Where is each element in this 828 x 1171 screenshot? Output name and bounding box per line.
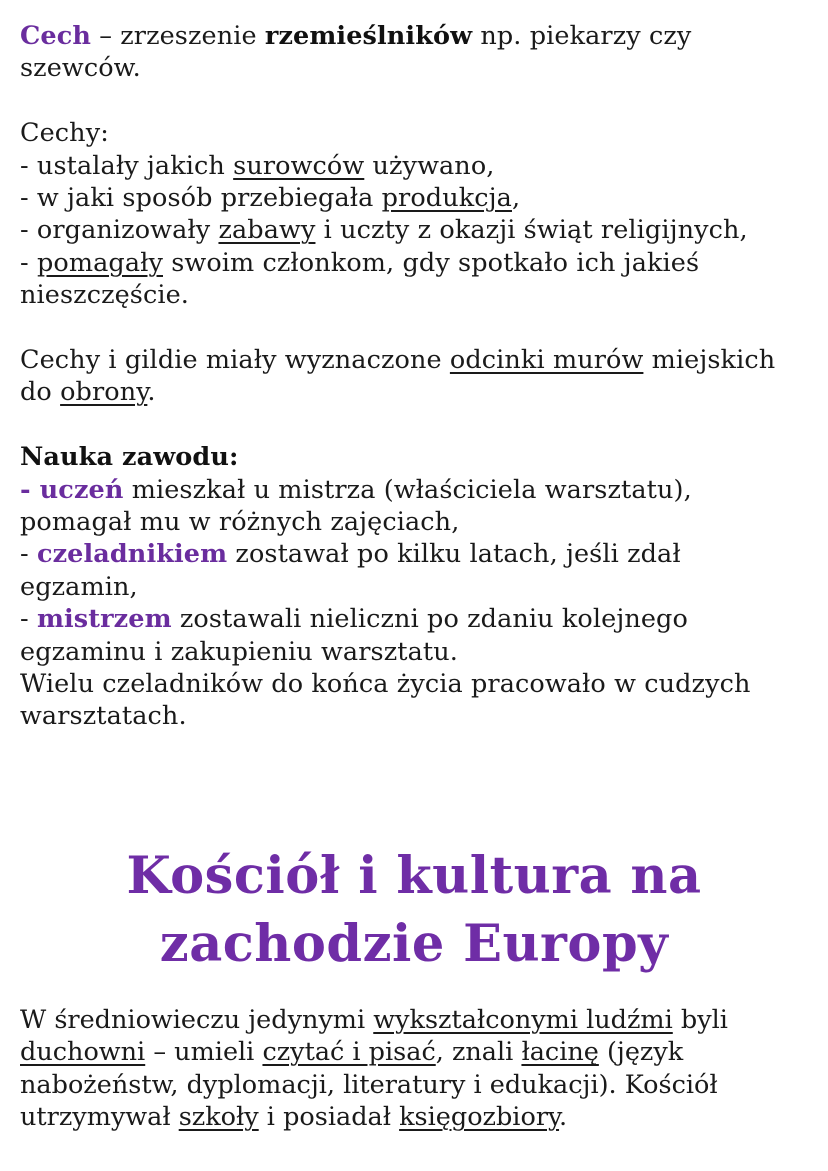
kosciol-text: .	[559, 1102, 568, 1133]
cechy-item-text: ,	[511, 183, 521, 214]
cech-def-text: – zrzeszenie	[91, 21, 265, 51]
section-heading	[0, 842, 828, 978]
cechy-item-text: nieszczęście.	[20, 280, 190, 311]
mury-underline: odcinki murów	[449, 345, 644, 376]
kosciol-text: (język	[598, 1037, 684, 1068]
mistrz-text: zostawali nieliczni po zdaniu kolejnego	[171, 604, 688, 635]
kosciol-text: utrzymywał	[20, 1102, 179, 1133]
heading-line-2: zachodzie Europy	[159, 914, 669, 974]
cechy-list	[20, 117, 815, 311]
cechy-item-text: - ustalały jakich	[20, 150, 234, 181]
cechy-title: Cechy:	[20, 118, 109, 149]
cechy-item-underline: surowców	[233, 150, 365, 181]
kosciol-paragraph	[20, 1004, 815, 1134]
cechy-item-text: - organizowały	[20, 215, 219, 246]
rzemieslnikow-bold: rzemieślników	[264, 21, 473, 51]
lacina-underline: łacinę	[521, 1037, 599, 1068]
closing-text: Wielu czeladników do końca życia pracowało w cudzych	[20, 669, 751, 700]
czeladnik-term: czeladnikiem	[36, 539, 228, 570]
closing-text-2: warsztatach.	[20, 701, 187, 732]
kosciol-text: byli	[672, 1005, 728, 1035]
czeladnik-text-2: egzamin,	[20, 571, 138, 602]
cechy-item-underline: pomagały	[36, 247, 163, 278]
heading-line-1: Kościół i kultura na	[126, 846, 702, 906]
mistrz-term: mistrzem	[36, 604, 172, 635]
nauka-zawodu	[20, 441, 815, 733]
cechy-item-underline: produkcja	[381, 183, 512, 214]
mury-text: .	[147, 377, 156, 408]
cechy-item-text: -	[20, 247, 37, 278]
kosciol-text: i posiadał	[258, 1102, 400, 1133]
wyksztalceni-underline: wykształconymi ludźmi	[373, 1005, 673, 1035]
mistrz-text-2: egzaminu i zakupieniu warsztatu.	[20, 636, 458, 667]
dash: -	[20, 474, 40, 505]
uczen-text-2: pomagał mu w różnych zajęciach,	[20, 507, 460, 538]
mury-text: miejskich	[643, 345, 776, 376]
szkoly-underline: szkoły	[178, 1102, 259, 1133]
uczen-term: uczeń	[39, 474, 124, 505]
czytac-underline: czytać i pisać	[262, 1037, 436, 1068]
nauka-zawodu-title: Nauka zawodu:	[20, 442, 239, 473]
cech-definition	[20, 20, 815, 85]
mury-text: do	[20, 377, 61, 408]
cechy-item-text: swoim członkom, gdy spotkało ich jakieś	[163, 247, 700, 278]
cech-term: Cech	[20, 21, 91, 51]
dash: -	[20, 604, 37, 635]
notes-page	[20, 20, 815, 733]
cech-def-text-2: np. piekarzy czy	[472, 21, 692, 51]
kosciol-text: , znali	[435, 1037, 522, 1068]
cech-def-text-3: szewców.	[20, 53, 141, 84]
duchowni-underline: duchowni	[20, 1037, 146, 1068]
cechy-item-text: i uczty z okazji świąt religijnych,	[315, 215, 748, 246]
kosciol-text: – umieli	[145, 1037, 263, 1068]
cechy-item-underline: zabawy	[218, 215, 316, 246]
kosciol-text: nabożeństw, dyplomacji, literatury i edukacji). Kościół	[20, 1069, 718, 1100]
dash: -	[20, 539, 37, 570]
czeladnik-text: zostawał po kilku latach, jeśli zdał	[227, 539, 681, 570]
mury-text: Cechy i gildie miały wyznaczone	[20, 345, 450, 376]
kosciol-text: W średniowieczu jedynymi	[20, 1005, 374, 1035]
uczen-text: mieszkał u mistrza (właściciela warsztatu),	[123, 474, 692, 505]
cechy-item-text: - w jaki sposób przebiegała	[20, 183, 382, 214]
obrony-underline: obrony	[60, 377, 148, 408]
cechy-item-text: używano,	[364, 150, 495, 181]
mury-paragraph	[20, 344, 815, 409]
ksiegozbiory-underline: księgozbiory	[399, 1102, 560, 1133]
